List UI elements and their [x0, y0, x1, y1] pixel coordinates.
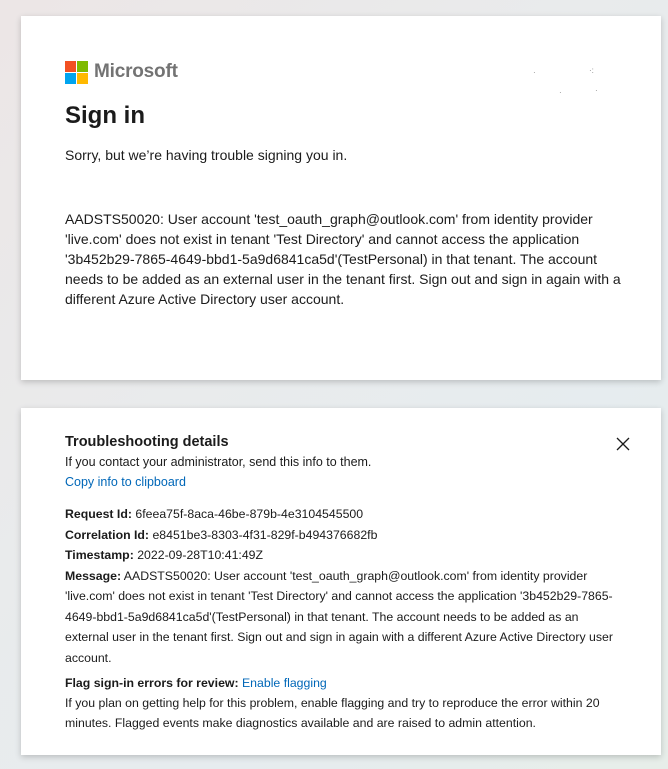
troubleshooting-subtitle: If you contact your administrator, send this info to them. — [65, 455, 372, 469]
correlation-id-value: e8451be3-8303-4f31-829f-b494376682fb — [152, 527, 378, 542]
decorative-dots: · — [595, 86, 598, 95]
correlation-id-label: Correlation Id: — [65, 527, 150, 542]
flag-description: If you plan on getting help for this problem, enable flagging and try to reproduce the error within 20 minutes. Flagged events make diagnostics available and are raised to admin attention. — [65, 696, 600, 730]
flag-row — [65, 673, 625, 693]
flag-label: Flag sign-in errors for review: — [65, 676, 239, 690]
message-row — [65, 566, 625, 669]
request-id-value: 6feea75f-8aca-46be-879b-4e3104545500 — [135, 507, 364, 521]
message-label: Message: — [65, 568, 122, 583]
microsoft-logo — [65, 60, 178, 84]
timestamp-label: Timestamp: — [65, 548, 134, 562]
sign-in-card — [21, 16, 661, 380]
error-message: AADSTS50020: User account 'test_oauth_graph@outlook.com' from identity provider 'live.com' does not exist in tenant 'Test Directory' and cannot access the application '3b452b29-7865-4649-bbd1-5a9d6841ca5d'(TestPersonal) in that tenant. The account needs to be added as an external user in the tenant first. Sign out and sign in again with a different Azure Active Directory user account. — [65, 211, 621, 307]
logo-square-blue — [65, 73, 76, 84]
flagging-section — [65, 673, 625, 733]
request-id-row — [65, 504, 625, 525]
logo-square-yellow — [77, 73, 88, 84]
logo-square-green — [77, 61, 88, 72]
logo-square-red — [65, 61, 76, 72]
decorative-dots: · — [559, 88, 562, 97]
enable-flagging-link[interactable]: Enable flagging — [241, 676, 327, 690]
decorative-dots: · — [533, 68, 536, 77]
close-button[interactable] — [615, 436, 631, 452]
message-value: AADSTS50020: User account 'test_oauth_graph@outlook.com' from identity provider 'live.com' does not exist in tenant 'Test Directory' and cannot access the application '3b452b29-7865-4649-bbd1-5a9d6841ca5d'(TestPersonal) in that tenant. The account needs to be added as an external user in the tenant first. Sign out and sign in again with a different Azure Active Directory user account. — [65, 568, 613, 665]
copy-info-link[interactable]: Copy info to clipboard — [65, 475, 186, 489]
decorative-dots: ·: — [589, 66, 594, 75]
timestamp-row — [65, 545, 625, 566]
logo-text: Microsoft — [94, 61, 178, 82]
close-icon — [615, 436, 631, 452]
trouble-message: Sorry, but we’re having trouble signing you in. — [65, 147, 348, 163]
correlation-id-row — [65, 525, 625, 546]
diagnostic-info — [65, 504, 625, 668]
troubleshooting-title: Troubleshooting details — [65, 434, 229, 450]
troubleshooting-card — [21, 408, 661, 755]
microsoft-logo-icon — [65, 61, 88, 84]
page-title: Sign in — [65, 102, 145, 129]
request-id-label: Request Id: — [65, 507, 132, 521]
timestamp-value: 2022-09-28T10:41:49Z — [137, 548, 264, 562]
